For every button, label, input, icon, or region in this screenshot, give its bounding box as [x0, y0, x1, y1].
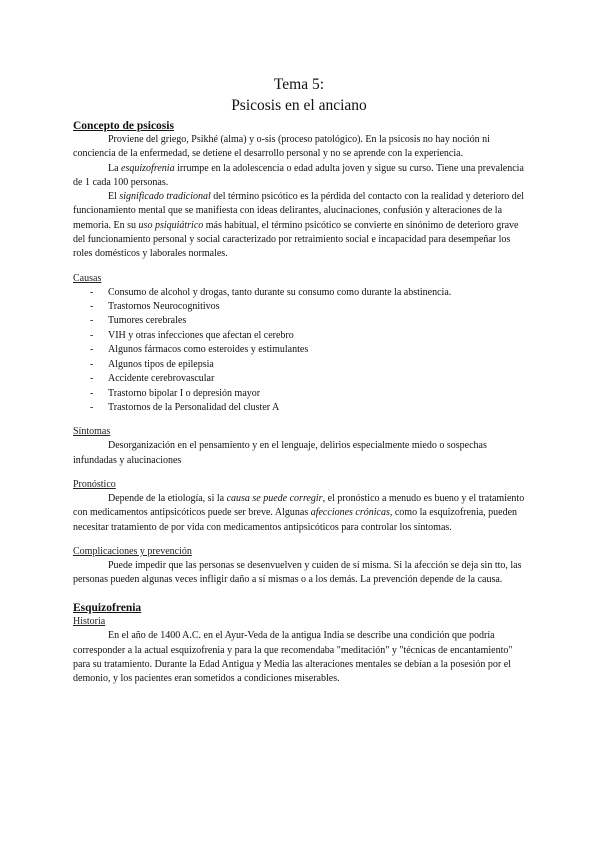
section-heading-pronostico: Pronóstico	[73, 478, 116, 490]
list-item: - Accidente cerebrovascular	[90, 373, 215, 385]
section-heading-complicaciones: Complicaciones y prevención	[73, 545, 192, 557]
section-heading-historia: Historia	[73, 616, 106, 628]
sintomas-paragraph: Desorganización en el pensamiento y en el lenguaje, delirios especialmente miedo o sospechas infundadas y alucinaciones	[73, 440, 487, 466]
section-heading-esquizofrenia: Esquizofrenia	[73, 602, 142, 615]
list-item: - Consumo de alcohol y drogas, tanto durante su consumo como durante la abstinencia.	[90, 286, 452, 298]
section-heading-concepto: Concepto de psicosis	[73, 120, 174, 132]
list-item: - Algunos fármacos como esteroides y estimulantes	[90, 344, 309, 356]
historia-paragraph: En el año de 1400 A.C. en el Ayur-Veda de la antigua India se describe una condición que podría corresponder a la actual esquizofrenia y para la que recomendaba "meditación" y "técnicas de encantamiento" para su tratamiento. Durante la Edad Antigua y Media las alteraciones mentales se debían a la posesión por el demonio, y los pacientes eran sometidos a condiciones miserables.	[73, 630, 513, 685]
causas-list	[73, 286, 525, 416]
concepto-paragraph-2: La esquizofrenia irrumpe en la adolescencia o edad adulta joven y sigue su curso. Tiene una prevalencia de 1 cada 100 personas.	[73, 162, 524, 188]
list-item: - Algunos tipos de epilepsia	[90, 358, 214, 370]
complicaciones-paragraph: Puede impedir que las personas se desenvuelven y cuiden de sí misma. Si la afección se deja sin tto, las personas pueden algunas veces infligir daño a sí mismas o a los demás. La prevención depende de la causa.	[73, 559, 522, 586]
section-heading-causas: Causas	[73, 272, 102, 284]
concepto-paragraph-3: El significado tradicional del término psicótico es la pérdida del contacto con la realidad y deterioro del funcionamiento mental que se manifiesta con ideas delirantes, alucinaciones, confusión y alteraciones de la memoria. En su uso psiquiátrico más habitual, el término psicótico se convierte en sinónimo de deterioro grave del funcionamiento personal y social caracterizado por retraimiento social e incapacidad para desempeñar los roles domésticos y laborales normales.	[73, 191, 524, 260]
document-page	[73, 70, 525, 687]
pronostico-paragraph: Depende de la etiología, si la causa se puede corregir, el pronóstico a menudo es bueno y el tratamiento con medicamentos antipsicóticos puede ser breve. Algunas afecciones crónicas, como la esquizofrenia, pueden necesitar tratamiento de por vida con medicamentos antipsicóticos para controlar los síntomas.	[73, 492, 525, 533]
list-item: - Trastorno bipolar I o depresión mayor	[90, 387, 261, 399]
page-title-line2: Psicosis en el anciano	[231, 97, 367, 114]
list-item: - Trastornos de la Personalidad del cluster A	[90, 401, 280, 413]
list-item: - Trastornos Neurocognitivos	[90, 301, 220, 313]
list-item: - VIH y otras infecciones que afectan el cerebro	[90, 329, 294, 341]
list-item: - Tumores cerebrales	[90, 315, 187, 327]
page-title-line1: Tema 5:	[273, 76, 325, 93]
section-heading-sintomas: Síntomas	[73, 426, 111, 438]
concepto-paragraph-1: Proviene del griego, Psikhé (alma) y o-sis (proceso patológico). En la psicosis no hay noción ni conciencia de la enfermedad, se detiene el desarrollo personal y no se aprende con la experiencia.	[73, 134, 490, 160]
